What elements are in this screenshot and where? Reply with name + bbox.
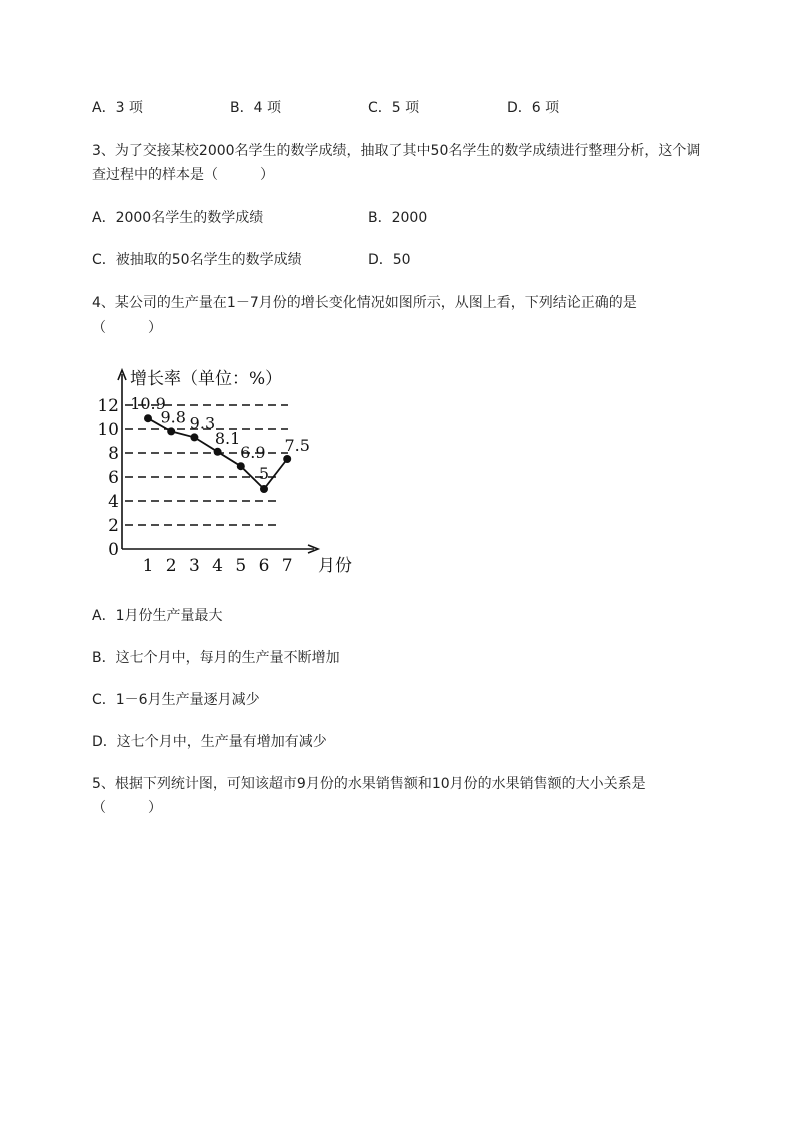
q2-option-c: C．5 项 — [368, 100, 420, 116]
data-label-3: 9.3 — [189, 413, 216, 433]
q3-option-c: C．被抽取的50名学生的数学成绩 — [92, 252, 302, 268]
x-axis-title: 月份 — [318, 556, 352, 576]
y-tick-label-8: 8 — [108, 444, 119, 464]
q2-option-a: A．3 项 — [92, 100, 143, 116]
data-point-4 — [214, 448, 222, 456]
x-tick-label-6: 6 — [258, 556, 270, 576]
growth-rate-line-chart — [92, 362, 372, 582]
data-point-7 — [283, 455, 291, 463]
x-tick-label-1: 1 — [142, 556, 154, 576]
q4-stem-line2: （ ） — [92, 320, 162, 336]
y-tick-label-12: 12 — [97, 396, 119, 416]
y-tick-label-6: 6 — [108, 468, 119, 488]
q3-option-a: A．2000名学生的数学成绩 — [92, 210, 264, 226]
q4-option-d: D．这七个月中，生产量有增加有减少 — [92, 734, 327, 750]
y-tick-label-0: 0 — [108, 540, 119, 560]
q2-option-d: D．6 项 — [507, 100, 560, 116]
data-label-2: 9.8 — [160, 407, 186, 427]
data-point-1 — [144, 414, 152, 422]
x-tick-label-4: 4 — [212, 556, 224, 576]
q5-stem-line2: （ ） — [92, 800, 162, 816]
q3-option-b: B．2000 — [368, 210, 428, 226]
x-tick-label-2: 2 — [165, 556, 177, 576]
y-tick-label-2: 2 — [108, 516, 119, 536]
q4-option-a: A．1月份生产量最大 — [92, 608, 223, 624]
data-label-4: 8.1 — [214, 428, 241, 448]
data-point-5 — [237, 462, 245, 470]
x-tick-label-3: 3 — [188, 556, 200, 576]
x-tick-label-7: 7 — [281, 556, 293, 576]
data-label-5: 6.9 — [240, 443, 266, 463]
q4-stem-line1: 4、某公司的生产量在1－7月份的增长变化情况如图所示，从图上看，下列结论正确的是 — [92, 295, 637, 311]
q3-option-d: D．50 — [368, 252, 411, 268]
x-tick-label-5: 5 — [235, 556, 247, 576]
data-label-1: 10.9 — [130, 394, 166, 414]
data-label-6: 5 — [258, 464, 270, 483]
data-point-2 — [167, 427, 175, 435]
q5-stem-line1: 5、根据下列统计图，可知该超市9月份的水果销售额和10月份的水果销售额的大小关系是 — [92, 776, 646, 792]
q2-option-b: B．4 项 — [230, 100, 281, 116]
data-point-6 — [260, 485, 268, 493]
y-tick-label-4: 4 — [108, 492, 119, 512]
q3-stem-line2: 查过程中的样本是（ ） — [92, 167, 274, 183]
q3-stem-line1: 3、为了交接某校2000名学生的数学成绩，抽取了其中50名学生的数学成绩进行整理分析，这个调 — [92, 143, 701, 159]
y-axis-title: 增长率（单位：%） — [130, 369, 283, 389]
q4-option-c: C．1－6月生产量逐月减少 — [92, 692, 260, 708]
y-tick-label-10: 10 — [97, 420, 119, 440]
data-label-7: 7.5 — [284, 436, 310, 455]
q4-option-b: B．这七个月中，每月的生产量不断增加 — [92, 650, 340, 666]
data-point-3 — [190, 433, 198, 441]
